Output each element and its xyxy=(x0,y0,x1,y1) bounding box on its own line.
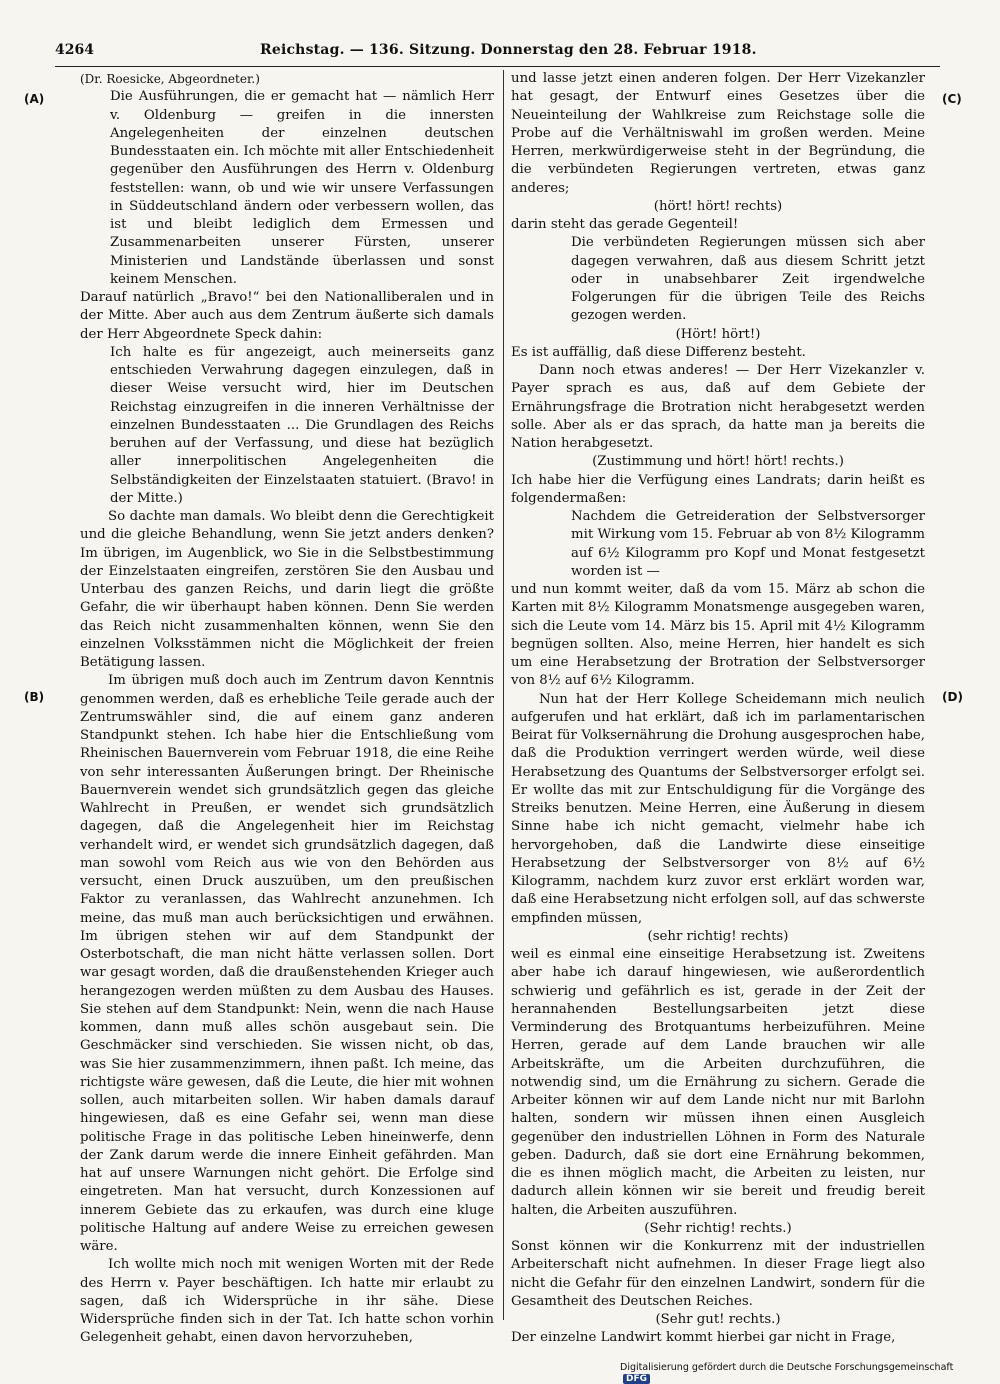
quoted-passage: Die Ausführungen, die er gemacht hat — nämlich Herr v. Oldenburg — greifen in die innersten Angelegenheiten der einzelnen deutschen Bundesstaaten ein. Ich möchte mit aller Entschiedenheit gegenüber den Ausführungen des Herrn v. Oldenburg feststellen: wann, ob und wie wir unsere Verfassungen in Süddeutschland ändern oder verbessern wollen, das ist und bleibt lediglich dem Ermessen und Zusammenarbeiten unserer Fürsten, unserer Ministerien und Landstände überlassen und sonst keinem Menschen. xyxy=(110,89,494,287)
right-column xyxy=(511,70,925,1346)
dfg-logo: DFG xyxy=(623,1374,650,1384)
page-title: Reichstag. — 136. Sitzung. Donnerstag den 28. Februar 1918. xyxy=(260,42,757,58)
speaker-attribution: (Dr. Roesicke, Abgeordneter.) xyxy=(80,72,260,86)
paragraph: und lasse jetzt einen anderen folgen. Der Herr Vizekanzler hat gesagt, der Entwurf eines Gesetzes über die Neueinteilung der Wahlkreise zum Reichstage solle die Probe auf die Verhältniswahl im großen werden. Meine Herren, merkwürdigerweise steht in der Begründung, die die verbündeten Regierungen vertreten, etwas ganz anderes; xyxy=(511,71,925,196)
margin-marker-c: (C) xyxy=(942,92,962,106)
paragraph: So dachte man damals. Wo bleibt denn die Gerechtigkeit und die gleiche Behandlung, wenn Sie jetzt anders denken? Im übrigen, im Augenblick, wo Sie in die Selbstbestimmung der Einzelstaaten eingreifen, zerstören Sie den Ausbau und Unterbau des ganzen Reichs, und darin liegt die größte Gefahr, die wir überhaupt haben können. Denn Sie werden das Reich nicht zusammenhalten können, wenn Sie den einzelnen Volksstämmen nicht die Möglichkeit der freien Betätigung lassen. xyxy=(80,509,494,670)
paragraph: Der einzelne Landwirt kommt hierbei gar nicht in Frage, xyxy=(511,1330,896,1346)
quoted-passage: Die verbündeten Regierungen müssen sich aber dagegen verwahren, daß aus diesem Schritt jetzt oder in unabsehbarer Zeit irgendwelche Folgerungen für die übrigen Teile des Reichs gezogen werden. xyxy=(571,235,925,324)
interjection: (Hört! hört!) xyxy=(675,326,761,342)
interjection: (hört! hört! rechts) xyxy=(653,198,783,214)
paragraph: und nun kommt weiter, daß da vom 15. März ab schon die Karten mit 8½ Kilogramm Monatsmenge ausgegeben waren, sich die Leute vom 14. März bis 15. April mit 4½ Kilogramm begnügen sollten. Also, meine Herren, hier handelt es sich um eine Herabsetzung der Brotration der Selbstversorger von 8½ auf 6½ Kilogramm. xyxy=(511,582,925,689)
paragraph: Ich habe hier die Verfügung eines Landrats; darin heißt es folgendermaßen: xyxy=(511,472,925,506)
margin-marker-b: (B) xyxy=(24,690,45,704)
interjection: (sehr richtig! rechts) xyxy=(647,928,789,944)
interjection: (Zustimmung und hört! hört! rechts.) xyxy=(592,454,844,470)
paragraph: Im übrigen muß doch auch im Zentrum davon Kenntnis genommen werden, daß es erhebliche Teile gerade auch der Zentrumswähler sind, die auf einem ganz anderen Standpunkt stehen. Ich habe hier die Entschließung vom Rheinischen Bauernverein vom Februar 1918, die eine Reihe von sehr interessanten Äußerungen bringt. Der Rheinische Bauernverein wendet sich grundsätzlich gegen das gleiche Wahlrecht in Preußen, er wendet sich grundsätzlich dagegen, daß die Angelegenheit hier im Reichstag verhandelt wird, er wendet sich grundsätzlich dagegen, daß man sowohl vom Reich aus wie von den Behörden aus versucht, einen Druck auszuüben, um den preußischen Faktor zu veranlassen, das Wahlrecht anzunehmen. Ich meine, das muß man auch berücksichtigen und erwähnen. Im übrigen stehen wir auf dem Standpunkt der Osterbotschaft, die man nicht hätte verlassen sollen. Dort war gesagt worden, daß die draußenstehenden Krieger auch herangezogen werden müßten zu dem Ausbau des Hauses. Sie stehen auf dem Standpunkt: Nein, wenn die nach Hause kommen, dann muß alles schön ausgebaut sein. Die Geschmäcker sind verschieden. Sie wissen nicht, ob das, was Sie hier zusammenzimmern, ihnen paßt. Ich meine, das richtigste wäre gewesen, daß die Leute, die hier mit wohnen sollen, auch mitarbeiten sollen. Wir haben damals darauf hingewiesen, daß es eine Gefahr sei, wenn man diese politische Frage in das politische Leben hineinwerfe, denn der Zank darum werde die innere Einheit gefährden. Man hat auf unsere Warnungen nicht gehört. Die Erfolge sind eingetreten. Man hat versucht, durch Konzessionen auf innerem Gebiete das zu erkaufen, was durch eine kluge politische Haltung auf andere Weise zu erreichen gewesen wäre. xyxy=(80,673,494,1254)
page-number: 4264 xyxy=(55,42,94,58)
left-column xyxy=(80,70,494,1346)
quoted-passage: Nachdem die Getreideration der Selbstversorger mit Wirkung vom 15. Februar ab von 8½ Kilogramm auf 6½ Kilogramm pro Kopf und Monat festgesetzt worden ist — xyxy=(571,509,925,579)
column-divider xyxy=(503,70,504,1320)
margin-marker-a: (A) xyxy=(24,92,45,106)
paragraph: darin steht das gerade Gegenteil! xyxy=(511,217,739,232)
header-rule xyxy=(55,66,940,67)
paragraph: Sonst können wir die Konkurrenz mit der industriellen Arbeiterschaft nicht aufnehmen. In dieser Frage liegt also nicht die Gefahr für den einzelnen Landwirt, sondern für die Gesamtheit des Deutschen Reiches. xyxy=(511,1239,925,1309)
footer xyxy=(620,1362,980,1384)
margin-marker-d: (D) xyxy=(942,690,963,704)
interjection: (Sehr gut! rechts.) xyxy=(655,1312,781,1327)
paragraph: Nun hat der Herr Kollege Scheidemann mich neulich aufgerufen und hat erklärt, daß ich im parlamentarischen Beirat für Volksernährung die Drohung ausgesprochen habe, daß die Produktion verringert werden würde, weil diese Herabsetzung des Quantums der Selbstversorger erfolgt sei. Er wollte das mit zur Entschuldigung für die Vorgänge des Streiks benutzen. Meine Herren, eine Äußerung in diesem Sinne habe ich nicht gemacht, vielmehr habe ich hervorgehoben, daß die Landwirte diese einseitige Herabsetzung der Selbstversorger von 8½ auf 6½ Kilogramm, nachdem kurz zuvor erst erklärt worden war, daß eine Herabsetzung nicht erfolgen soll, auf das schwerste empfinden müssen, xyxy=(511,691,925,926)
paragraph: Es ist auffällig, daß diese Differenz besteht. xyxy=(511,344,806,360)
quoted-passage: Ich halte es für angezeigt, auch meinerseits ganz entschieden Verwahrung dagegen einzulegen, daß in dieser Weise versucht wird, hier im Deutschen Reichstag einzugreifen in die inneren Verhältnisse der einzelnen Bundesstaaten ... Die Grundlagen des Reichs beruhen auf der Verfassung, und diese hat bezüglich aller innerpolitischen Angelegenheiten die Selbständigkeiten der Einzelstaaten statuiert. (Bravo! in der Mitte.) xyxy=(110,344,494,506)
interjection: (Sehr richtig! rechts.) xyxy=(644,1220,792,1236)
footer-credit: Digitalisierung gefördert durch die Deutsche Forschungsgemeinschaft xyxy=(620,1362,954,1373)
paragraph: Dann noch etwas anderes! — Der Herr Vizekanzler v. Payer sprach es aus, daß auf dem Gebiete der Ernährungsfrage die Brotration nicht herabgesetzt werden solle. Aber als er das sprach, da hatte man ja bereits die Nation herabgesetzt. xyxy=(511,363,925,451)
page-header xyxy=(55,42,940,66)
paragraph: Ich wollte mich noch mit wenigen Worten mit der Rede des Herrn v. Payer beschäftigen. Ich hatte mir erlaubt zu sagen, daß ich Widersprüche in ihr sähe. Diese Widersprüche finden sich in der Tat. Ich hatte schon vorhin Gelegenheit gehabt, einen davon hervorzuheben, xyxy=(80,1257,494,1346)
paragraph: weil es einmal eine einseitige Herabsetzung ist. Zweitens aber habe ich darauf hingewiesen, wie außerordentlich schwierig und gefährlich es ist, gerade in der Zeit der herannahenden Bestellungsarbeiten jetzt diese Verminderung des Brotquantums herbeizuführen. Meine Herren, gerade auf dem Lande brauchen wir alle Arbeitskräfte, um die Arbeiten durchzuführen, die notwendig sind, um die Ernährung zu sichern. Gerade die Arbeiter können wir auf dem Lande nicht nur mit Barlohn halten, sondern wir müssen ihnen einen Ausgleich gegenüber den industriellen Löhnen in Form des Naturale geben. Dadurch, daß sie dort eine Ernährung bekommen, die es ihnen möglich macht, die Arbeiten zu leisten, nur dadurch allein können wir sie bereit und freudig bereit halten, die Arbeiten auszuführen. xyxy=(511,947,925,1218)
paragraph: Darauf natürlich „Bravo!“ bei den Nationalliberalen und in der Mitte. Aber auch aus dem Zentrum äußerte sich damals der Herr Abgeordnete Speck dahin: xyxy=(80,290,494,342)
